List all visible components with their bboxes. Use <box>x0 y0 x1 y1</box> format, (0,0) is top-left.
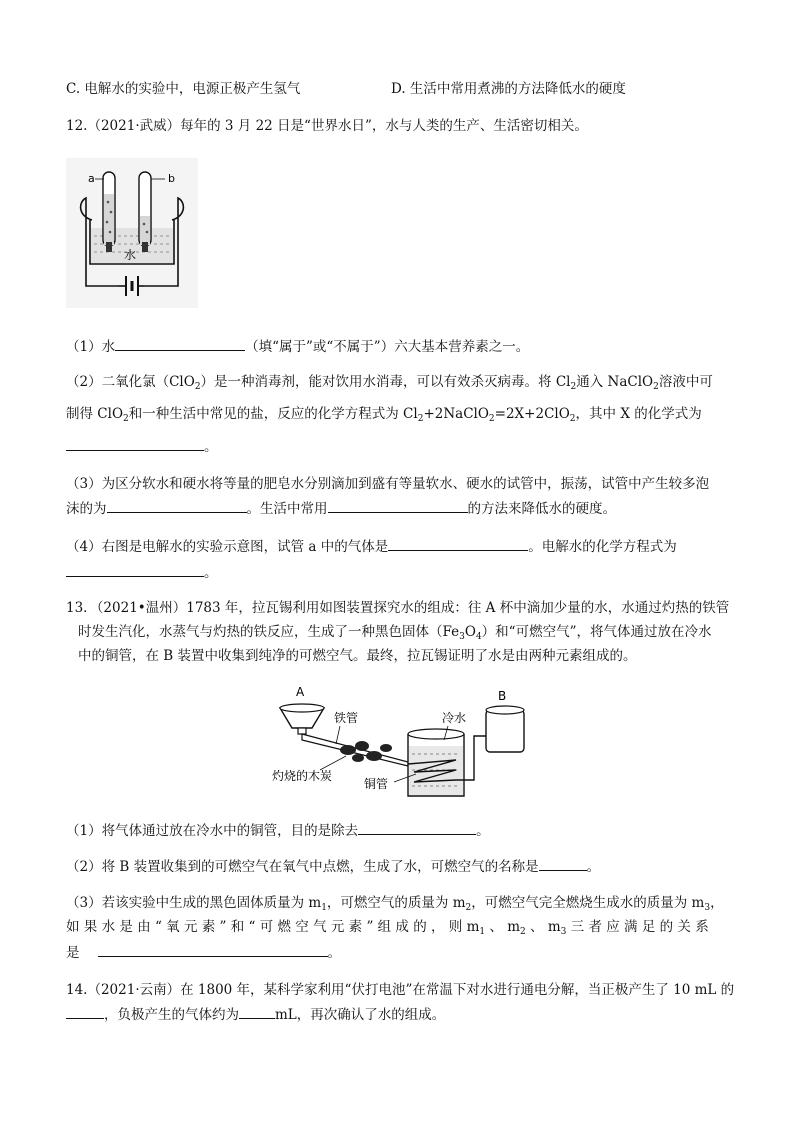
tube-b-label: b <box>168 172 175 185</box>
label-iron-tube: 铁管 <box>334 711 359 725</box>
label-charcoal: 灼烧的木炭 <box>272 769 333 783</box>
q12-stem: 12.（2021·武威）每年的 3 月 22 日是“世界水日”，水与人类的生产、生活密切相关。 <box>66 118 588 134</box>
q12-p3-line2: 沫的为 。生活中常用 的方法来降低水的硬度。 <box>66 498 616 519</box>
answer-blank[interactable] <box>66 562 204 577</box>
tube-a-label: a <box>88 172 95 185</box>
option-c: C. 电解水的实验中，电源正极产生氢气 <box>66 81 301 97</box>
answer-blank[interactable] <box>358 820 476 835</box>
answer-blank[interactable] <box>98 942 328 957</box>
option-d: D. 生活中常用煮沸的方法降低水的硬度 <box>391 81 626 97</box>
q12-p2-line2: 制得 ClO$_2$和一种生活中常见的盐，反应的化学方程式为 $Cl_2+2NaClO_2=2X+2ClO_2$，其中 X 的化学式为 <box>66 406 702 424</box>
answer-blank[interactable] <box>115 336 245 351</box>
q13-p1: （1）将气体通过放在冷水中的铜管，目的是除去 。 <box>66 820 490 841</box>
answer-blank[interactable] <box>66 1004 104 1019</box>
q14-line1: 14.（2021·云南）在 1800 年，某科学家利用“伏打电池”在常温下对水进行通电分解，当正极产生了 10 mL 的 <box>66 982 735 998</box>
label-cold-water: 冷水 <box>442 711 467 725</box>
q13-p3-line3: 是 。 <box>66 942 341 963</box>
q12-p4-line1: （4）右图是电解水的实验示意图，试管 a 中的气体是 。电解水的化学方程式为 <box>66 536 677 557</box>
lavoisier-apparatus-figure <box>268 684 540 802</box>
q12-p2-line3: 。 <box>66 436 218 457</box>
q13-p3-line1: （3）若该实验中生成的黑色固体质量为 $m_1$，可燃空气的质量为 $m_2$，可燃空气完全燃烧生成水的质量为 $m_3$， <box>66 895 724 913</box>
q13-p2: （2）将 B 装置收集到的可燃空气在氧气中点燃，生成了水，可燃空气的名称是 。 <box>66 856 600 877</box>
water-label: 水 <box>124 248 137 262</box>
label-B: B <box>498 689 507 703</box>
q12-p2-line1: （2）二氧化氯（ClO$_2$）是一种消毒剂，能对饮用水消毒，可以有效杀灭病毒。将 $Cl_2$通入 NaClO$_2$溶液中可 <box>66 374 713 392</box>
answer-blank[interactable] <box>107 498 247 513</box>
q13-p3-line2: 如 果 水 是 由 “ 氧 元 素 ” 和 “ 可 燃 空 气 元 素 ” 组 成 的 ， 则 $m_1$ 、 $m_2$ 、 $m_3$ 三 者 应 满 足 的 关 系 <box>66 919 709 937</box>
answer-blank[interactable] <box>388 536 528 551</box>
electrolysis-figure <box>66 158 198 308</box>
q13-stem-line3: 中的铜管，在 B 装置中收集到纯净的可燃空气。最终，拉瓦锡证明了水是由两种元素组成的。 <box>78 648 637 664</box>
label-A: A <box>296 685 305 699</box>
q13-stem-line2: 时发生汽化，水蒸气与灼热的铁反应，生成了一种黑色固体$(Fe_3O_4)$和“可燃空气”，将气体通过放在冷水 <box>78 624 712 642</box>
q14-line2: ，负极产生的气体约为 mL，再次确认了水的组成。 <box>66 1004 445 1025</box>
q12-p4-line2: 。 <box>66 562 218 583</box>
answer-blank[interactable] <box>239 1004 275 1019</box>
q13-stem-line1: 13．（2021•温州）1783 年，拉瓦锡利用如图装置探究水的组成：往 A 杯中滴加少量的水，水通过灼热的铁管 <box>66 600 730 616</box>
q12-p3-line1: （3）为区分软水和硬水将等量的肥皂水分别滴加到盛有等量软水、硬水的试管中，振荡，试管中产生较多泡 <box>66 476 710 492</box>
q12-p1: （1）水 （填“属于”或“不属于”）六大基本营养素之一。 <box>66 336 529 357</box>
answer-blank[interactable] <box>328 498 468 513</box>
answer-blank[interactable] <box>66 436 204 451</box>
label-copper-tube: 铜管 <box>364 777 389 791</box>
answer-blank[interactable] <box>539 856 587 871</box>
